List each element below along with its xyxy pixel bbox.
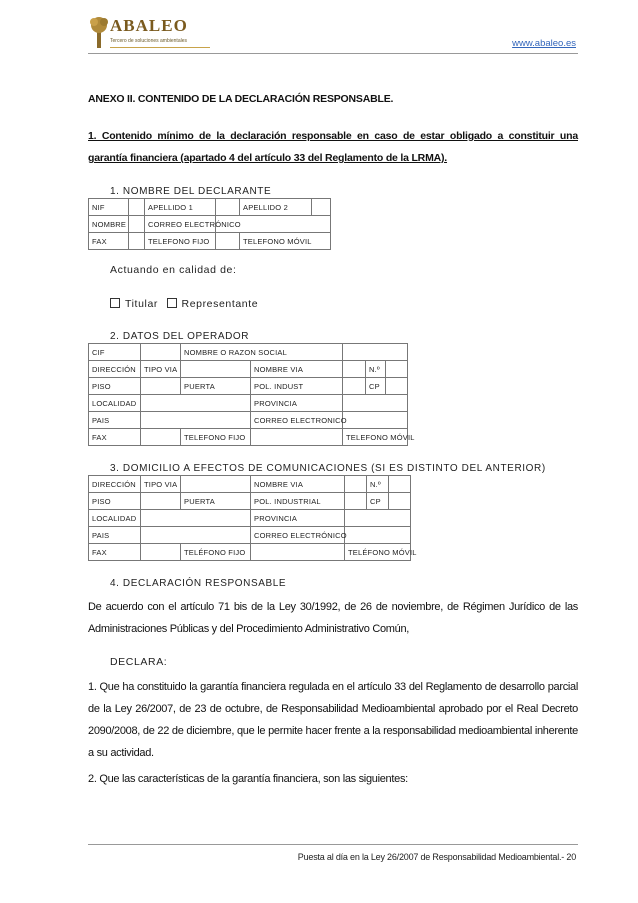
section4-title: 4. DECLARACIÓN RESPONSABLE <box>110 578 287 589</box>
cell-fax: FAX <box>89 429 141 446</box>
input-cell[interactable] <box>216 233 240 250</box>
section-heading: 1. Contenido mínimo de la declaración responsable en caso de estar obligado a constituir una garantía financiera (apartado 4 del artículo 33 del Reglamento de la LRMA). <box>88 130 578 164</box>
cell-razon: NOMBRE O RAZON SOCIAL <box>181 344 343 361</box>
logo-underline <box>110 47 210 48</box>
cell-direccion: DIRECCIÓN <box>89 476 141 493</box>
cell-fax: FAX <box>89 544 141 561</box>
input-cell[interactable] <box>251 544 345 561</box>
tree-logo-icon <box>88 14 110 50</box>
cell-pais: PAIS <box>89 412 141 429</box>
cell-tipo-via: TIPO VIA <box>141 361 181 378</box>
section3-title: 3. DOMICILIO A EFECTOS DE COMUNICACIONES (SI ES DISTINTO DEL ANTERIOR) <box>110 463 546 474</box>
input-cell[interactable] <box>389 476 411 493</box>
input-cell[interactable] <box>141 493 181 510</box>
declaration-point-1: 1. Que ha constituido la garantía financiera regulada en el artículo 33 del Reglamento de desarrollo parcial de la Ley 26/2007, de 23 de octubre, de Responsabilidad Medioambiental aprobado por el Real Decreto 2090/2008, de 22 de diciembre, que le permite hacer frente a la responsabilidad medioambiental inherente a su actividad. <box>88 681 578 759</box>
cell-num: N.º <box>367 476 389 493</box>
header-divider <box>88 53 578 54</box>
cell-correo: CORREO ELECTRÓNICO <box>145 216 216 233</box>
cell-localidad: LOCALIDAD <box>89 510 141 527</box>
input-cell[interactable] <box>141 544 181 561</box>
cell-piso: PISO <box>89 378 141 395</box>
cell-correo: CORREO ELECTRONICO <box>251 412 343 429</box>
cell-tel-fijo: TELEFONO FIJO <box>145 233 216 250</box>
page-footer: Puesta al día en la Ley 26/2007 de Responsabilidad Medioambiental.- 20 <box>297 852 576 862</box>
capacity-options <box>110 298 258 310</box>
representante-checkbox[interactable] <box>167 298 177 308</box>
input-cell[interactable] <box>129 216 145 233</box>
cell-tel-movil: TELEFONO MÓVIL <box>240 233 331 250</box>
input-cell[interactable] <box>129 233 145 250</box>
cell-nombre: NOMBRE <box>89 216 129 233</box>
input-cell[interactable] <box>343 395 408 412</box>
cell-tel-movil: TELÉFONO MÓVIL <box>345 544 411 561</box>
input-cell[interactable] <box>343 361 366 378</box>
input-cell[interactable] <box>389 493 411 510</box>
abaleo-logo <box>88 14 213 52</box>
cell-pol: POL. INDUSTRIAL <box>251 493 345 510</box>
cell-tel-fijo: TELÉFONO FIJO <box>181 544 251 561</box>
titular-checkbox[interactable] <box>110 298 120 308</box>
input-cell[interactable] <box>345 476 367 493</box>
cell-cif: CIF <box>89 344 141 361</box>
cell-cp: CP <box>366 378 386 395</box>
cell-puerta: PUERTA <box>181 378 251 395</box>
annex-title: ANEXO II. CONTENIDO DE LA DECLARACIÓN RESPONSABLE. <box>88 93 394 105</box>
cell-tel-movil: TELEFONO MÓVIL <box>343 429 408 446</box>
cell-num: N.º <box>366 361 386 378</box>
cell-pais: PAIS <box>89 527 141 544</box>
titular-label: Titular <box>125 298 158 310</box>
input-cell[interactable] <box>345 527 411 544</box>
input-cell[interactable] <box>181 361 251 378</box>
cell-cp: CP <box>367 493 389 510</box>
cell-correo: CORREO ELECTRÓNICO <box>251 527 345 544</box>
input-cell[interactable] <box>312 199 331 216</box>
declaration-point-2: 2. Que las características de la garantía financiera, son las siguientes: <box>88 773 408 785</box>
input-cell[interactable] <box>141 412 251 429</box>
declara-label: DECLARA: <box>110 656 168 668</box>
input-cell[interactable] <box>181 476 251 493</box>
cell-nombre-via: NOMBRE VIA <box>251 361 343 378</box>
input-cell[interactable] <box>345 510 411 527</box>
cell-provincia: PROVINCIA <box>251 510 345 527</box>
address-table <box>88 475 417 561</box>
cell-nif: NIF <box>89 199 129 216</box>
cell-apellido2: APELLIDO 2 <box>240 199 312 216</box>
cell-provincia: PROVINCIA <box>251 395 343 412</box>
cell-piso: PISO <box>89 493 141 510</box>
input-cell[interactable] <box>343 412 408 429</box>
cell-nombre-via: NOMBRE VIA <box>251 476 345 493</box>
cell-puerta: PUERTA <box>181 493 251 510</box>
input-cell[interactable] <box>141 344 181 361</box>
input-cell[interactable] <box>141 429 181 446</box>
section1-title: 1. NOMBRE DEL DECLARANTE <box>110 186 272 197</box>
input-cell[interactable] <box>216 199 240 216</box>
input-cell[interactable] <box>386 378 408 395</box>
representante-label: Representante <box>181 298 259 310</box>
input-cell[interactable] <box>141 510 251 527</box>
input-cell[interactable] <box>141 527 251 544</box>
cell-direccion: DIRECCIÓN <box>89 361 141 378</box>
logo-tagline: Tercero de soluciones ambientales <box>110 38 187 44</box>
input-cell[interactable] <box>343 378 366 395</box>
operator-table <box>88 343 415 446</box>
input-cell[interactable] <box>386 361 408 378</box>
input-cell[interactable] <box>129 199 145 216</box>
input-cell[interactable] <box>141 378 181 395</box>
cell-tipo-via: TIPO VIA <box>141 476 181 493</box>
section2-title: 2. DATOS DEL OPERADOR <box>110 331 250 342</box>
input-cell[interactable] <box>251 429 343 446</box>
capacity-label: Actuando en calidad de: <box>110 264 237 276</box>
input-cell[interactable] <box>345 493 367 510</box>
declaration-intro: De acuerdo con el artículo 71 bis de la Ley 30/1992, de 26 de noviembre, de Régimen Jurídico de las Administraciones Públicas y del Procedimiento Administrativo Común, <box>88 601 578 635</box>
declarant-table <box>88 198 331 250</box>
cell-localidad: LOCALIDAD <box>89 395 141 412</box>
input-cell[interactable] <box>343 344 408 361</box>
cell-fax: FAX <box>89 233 129 250</box>
logo-name: ABALEO <box>110 16 188 35</box>
cell-pol: POL. INDUST <box>251 378 343 395</box>
input-cell[interactable] <box>141 395 251 412</box>
cell-tel-fijo: TELEFONO FIJO <box>181 429 251 446</box>
footer-divider <box>88 844 578 845</box>
website-link[interactable]: www.abaleo.es <box>512 38 576 49</box>
cell-apellido1: APELLIDO 1 <box>145 199 216 216</box>
